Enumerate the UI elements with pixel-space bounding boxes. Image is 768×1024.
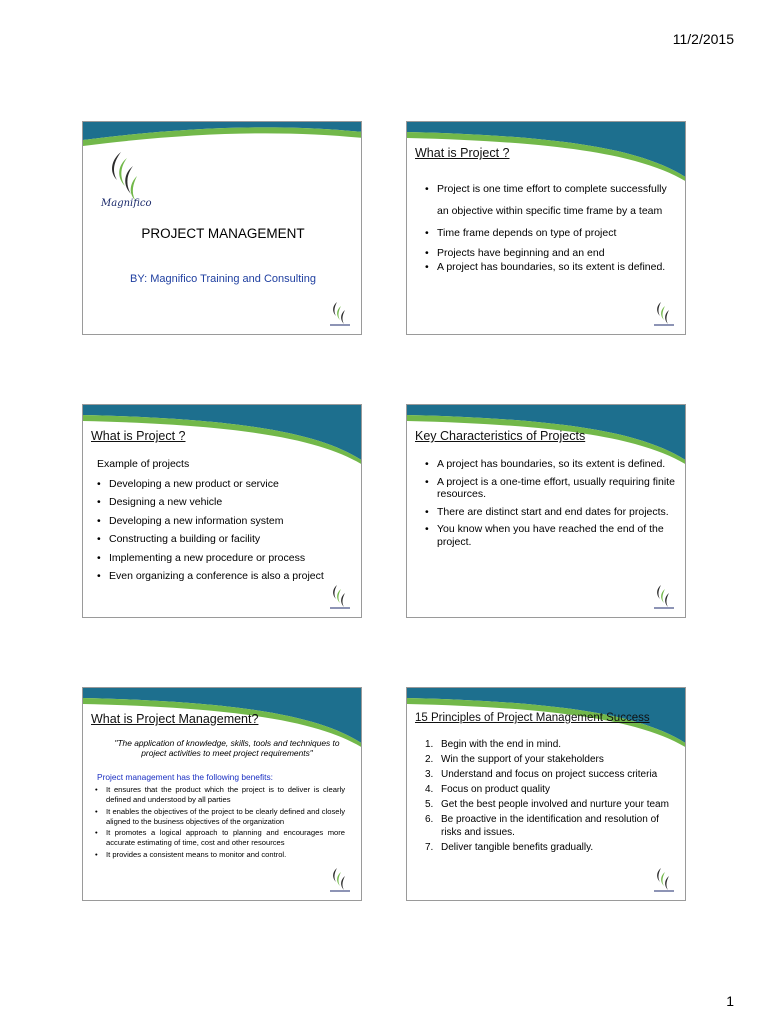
list-item: • There are distinct start and end dates for projects. xyxy=(425,506,680,519)
list-item xyxy=(417,813,672,839)
list-item: • Project is one time effort to complete successfully an objective within specific time frame by a team xyxy=(425,178,670,222)
item-text: Understand and focus on project success criteria xyxy=(441,769,658,780)
list-item xyxy=(417,738,672,751)
page-number: 1 xyxy=(726,993,734,1009)
list-item: • Developing a new information system xyxy=(97,512,359,530)
slide-main-title: PROJECT MANAGEMENT xyxy=(141,226,305,241)
list-item: • Projects have beginning and an end xyxy=(425,248,670,260)
item-number: 7. xyxy=(425,842,434,853)
list-item: • A project has boundaries, so its extent is defined. xyxy=(425,458,680,471)
list-item xyxy=(417,841,672,854)
list-item xyxy=(417,753,672,766)
item-text: Focus on product quality xyxy=(441,784,550,795)
corner-logo-icon xyxy=(327,300,353,328)
corner-logo-icon xyxy=(651,583,677,611)
bullet-list xyxy=(425,178,670,277)
list-item: • Constructing a building or facility xyxy=(97,530,359,548)
slide-heading: 15 Principles of Project Management Success xyxy=(415,712,650,724)
slide-heading: What is Project Management? xyxy=(91,712,259,726)
corner-logo-icon xyxy=(327,866,353,894)
definition-quote: "The application of knowledge, skills, tools and techniques to project activities to meet project requirements" xyxy=(114,738,340,759)
bullet-list xyxy=(425,458,680,554)
item-text: Begin with the end in mind. xyxy=(441,739,562,750)
list-item xyxy=(417,783,672,796)
list-item: • Implementing a new procedure or process xyxy=(97,549,359,567)
item-number: 3. xyxy=(425,769,434,780)
list-item xyxy=(417,768,672,781)
list-item: • A project is a one-time effort, usually requiring finite resources. xyxy=(425,476,680,501)
item-text: Be proactive in the identification and resolution of risks and issues. xyxy=(441,814,659,838)
item-number: 5. xyxy=(425,799,434,810)
item-text: Get the best people involved and nurture your team xyxy=(441,799,669,810)
corner-logo-icon xyxy=(327,583,353,611)
page-date: 11/2/2015 xyxy=(672,31,734,47)
list-item: • It provides a consistent means to monitor and control. xyxy=(95,850,345,860)
item-number: 1. xyxy=(425,739,434,750)
slide-heading: What is Project ? xyxy=(415,146,510,160)
list-item: • Designing a new vehicle xyxy=(97,493,359,511)
list-item: • It ensures that the product which the project is to deliver is clearly defined and understood by all parties xyxy=(95,785,345,806)
item-number: 2. xyxy=(425,754,434,765)
examples-heading: Example of projects xyxy=(97,458,190,470)
list-item: • Developing a new product or service xyxy=(97,475,359,493)
list-item: • Even organizing a conference is also a project xyxy=(97,567,359,585)
bullet-list xyxy=(95,785,345,861)
item-number: 6. xyxy=(425,814,434,825)
slide-heading: What is Project ? xyxy=(91,429,186,443)
corner-logo-icon xyxy=(651,300,677,328)
slide-key-characteristics xyxy=(406,404,686,618)
brand-logo-text: Magnifico xyxy=(101,198,152,209)
list-item: • A project has boundaries, so its extent is defined. xyxy=(425,262,670,274)
item-text: Deliver tangible benefits gradually. xyxy=(441,842,594,853)
list-item: • It enables the objectives of the project to be clearly defined and closely aligned to the business objectives of the organization xyxy=(95,807,345,828)
slide-subtitle: BY: Magnifico Training and Consulting xyxy=(130,273,316,285)
slide-what-is-project-management xyxy=(82,687,362,901)
slide-15-principles xyxy=(406,687,686,901)
slide-title xyxy=(82,121,362,335)
list-item: • It promotes a logical approach to planning and encourages more accurate estimating of time, cost and other resources xyxy=(95,828,345,849)
slide-project-examples xyxy=(82,404,362,618)
item-number: 4. xyxy=(425,784,434,795)
list-item: • Time frame depends on type of project xyxy=(425,228,670,240)
item-text: Win the support of your stakeholders xyxy=(441,754,604,765)
list-item xyxy=(417,798,672,811)
slide-what-is-project xyxy=(406,121,686,335)
slide-heading: Key Characteristics of Projects xyxy=(415,429,586,443)
bullet-list xyxy=(97,475,359,585)
numbered-list xyxy=(417,738,672,856)
list-item: • You know when you have reached the end of the project. xyxy=(425,523,680,548)
benefits-heading: Project management has the following benefits: xyxy=(97,772,273,782)
corner-logo-icon xyxy=(651,866,677,894)
